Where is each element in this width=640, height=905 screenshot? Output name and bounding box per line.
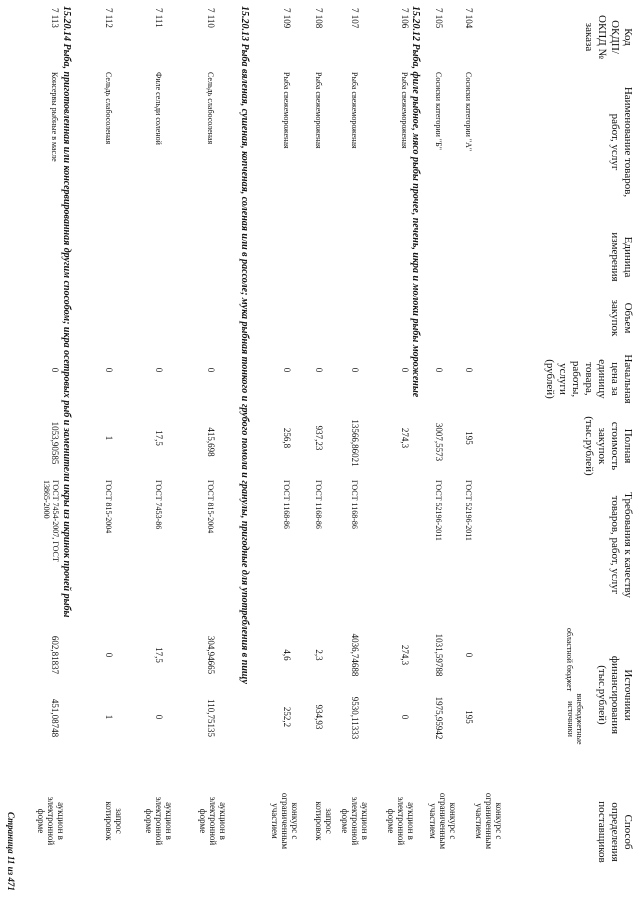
header-price: Начальная цена за единицу товара, работы, услуги (рублей) [544, 354, 634, 404]
row-price: 0 [400, 367, 410, 373]
row-name: Сосиски категории "А" [464, 72, 473, 152]
row-price: 0 [464, 367, 474, 373]
row-requirements: ГОСТ 7453-86 [154, 480, 163, 530]
section-code: 15.20.12 [410, 6, 421, 41]
row-name: Рыба свежемороженая [282, 72, 291, 149]
row-name: Филе сельди соленой [154, 72, 163, 145]
header-source-extrabudget: внебюджетные источники [566, 693, 584, 745]
header-source: Источники финансирования (тыс.рублей) [596, 655, 634, 735]
header-volume: Объем закупок [609, 299, 634, 337]
row-price: 0 [206, 367, 216, 373]
row-name: Рыба свежемороженая [400, 72, 409, 149]
row-source-regional: 0 [104, 652, 114, 658]
row-total: 415,698 [206, 427, 216, 457]
row-method: аукцион в электронной форме [386, 796, 416, 846]
row-name: Рыба свежемороженая [314, 72, 323, 149]
row-method: аукцион в электронной форме [340, 796, 370, 846]
row-price: 0 [434, 367, 444, 373]
row-total: 1 [104, 435, 114, 441]
section-title: Рыба вяленая, сушеная, копченая, соленая или в рассоле; мука рыбная тонкого и грубого помола и гранулы, пригодные для употребления в пищу [239, 43, 250, 684]
row-method: аукцион в электронной форме [198, 796, 228, 846]
row-name: Сосиски категории "Б" [434, 72, 443, 151]
row-code: 7 108 [314, 8, 324, 29]
row-code: 7 104 [464, 8, 474, 29]
row-requirements: ГОСТ 1168-86 [282, 480, 291, 529]
row-total: 195 [464, 431, 474, 445]
row-source-regional: 602,81837 [50, 635, 60, 675]
section-heading [61, 6, 72, 617]
row-requirements: ГОСТ 1168-86 [350, 480, 359, 529]
row-price: 0 [350, 367, 360, 373]
row-source-extrabudget: 195 [464, 710, 474, 724]
row-method: конкурс с ограниченным участием [270, 792, 300, 850]
row-name: Рыба свежемороженая [350, 72, 359, 149]
row-name: Сельдь слабосоленая [206, 72, 215, 145]
row-code: 7 112 [104, 8, 114, 28]
row-total: 1053,90585 [50, 421, 60, 465]
row-method: аукцион в электронной форме [144, 796, 174, 846]
row-source-extrabudget: 1 [104, 714, 114, 720]
header-unit: Единица измерения [609, 232, 634, 282]
row-price: 0 [104, 367, 114, 373]
row-source-extrabudget: 9530,11333 [350, 696, 360, 740]
row-requirements: ГОСТ 7454-2007, ГОСТ 13865-2000 [42, 480, 60, 562]
row-source-regional: 17,5 [154, 647, 164, 663]
section-title: Рыба, приготовленная или консервированная другим способом; икра осетровых рыб и заменители икры из икринок прочей рыбы [61, 43, 72, 618]
row-source-extrabudget: 1975,95942 [434, 696, 444, 740]
row-method: конкурс с ограниченным участием [474, 792, 504, 850]
row-total: 256,8 [282, 427, 292, 449]
row-name: Консервы рыбные в масле [50, 72, 59, 162]
row-requirements: ГОСТ 52196-2011 [434, 480, 443, 541]
row-code: 7 113 [50, 8, 60, 28]
row-requirements: ГОСТ 52196-2011 [464, 480, 473, 541]
row-source-regional: 4036,74688 [350, 633, 360, 677]
section-title: Рыба, филе рыбное, мясо рыбы прочее, печень, икра и молоки рыбы мороженые [410, 43, 421, 398]
row-source-extrabudget: 252,2 [282, 706, 292, 728]
header-requirements: Требования к качеству товаров, работ, услуг [609, 492, 634, 598]
header-total: Полная стоимость закупок (тыс.рублей) [583, 416, 634, 476]
page-number: Страница 11 из 471 [6, 812, 16, 891]
row-name: Сельдь слабосоленая [104, 72, 113, 145]
row-code: 7 106 [400, 8, 410, 29]
row-source-regional: 1031,59788 [434, 633, 444, 677]
row-total: 274,3 [400, 427, 410, 449]
row-source-extrabudget: 110,75135 [206, 699, 216, 737]
header-method: Способ определения поставщиков [596, 801, 634, 863]
section-heading [410, 6, 421, 397]
row-source-regional: 2,3 [314, 649, 324, 661]
row-code: 7 107 [350, 8, 360, 29]
row-total: 17,5 [154, 430, 164, 446]
row-requirements: ГОСТ 815-2004 [206, 480, 215, 534]
row-source-extrabudget: 451,08748 [50, 698, 60, 738]
header-source-regional: областной бюджет [565, 628, 574, 692]
row-source-regional: 304,94665 [206, 635, 216, 675]
header-name: Наименование товаров, работ, услуг [609, 86, 634, 198]
row-total: 13566,86021 [350, 419, 360, 467]
row-price: 0 [314, 367, 324, 373]
row-source-extrabudget: 0 [154, 714, 164, 720]
row-total: 937,23 [314, 425, 324, 451]
row-code: 7 109 [282, 8, 292, 29]
section-code: 15.20.13 [239, 6, 250, 41]
row-requirements: ГОСТ 1168-86 [314, 480, 323, 529]
header-code: Код ОКДП/ ОКПД № заказа [583, 15, 634, 59]
row-source-regional: 274,3 [400, 644, 410, 666]
row-code: 7 111 [154, 8, 164, 28]
section-code: 15.20.14 [61, 6, 72, 41]
row-price: 0 [50, 367, 60, 373]
row-source-extrabudget: 0 [400, 714, 410, 720]
row-total: 3007,5573 [434, 422, 444, 462]
section-heading [239, 6, 250, 806]
row-price: 0 [282, 367, 292, 373]
row-source-regional: 0 [464, 652, 474, 658]
row-method: аукцион в электронной форме [36, 796, 66, 846]
row-source-regional: 4,6 [282, 649, 292, 661]
row-code: 7 105 [434, 8, 444, 29]
row-method: запрос котировок [104, 801, 124, 841]
row-method: запрос котировок [314, 801, 334, 841]
row-requirements: ГОСТ 815-2004 [104, 480, 113, 534]
row-source-extrabudget: 934,93 [314, 704, 324, 730]
row-method: конкурс с ограниченным участием [428, 792, 458, 850]
row-price: 0 [154, 367, 164, 373]
row-code: 7 110 [206, 8, 216, 28]
